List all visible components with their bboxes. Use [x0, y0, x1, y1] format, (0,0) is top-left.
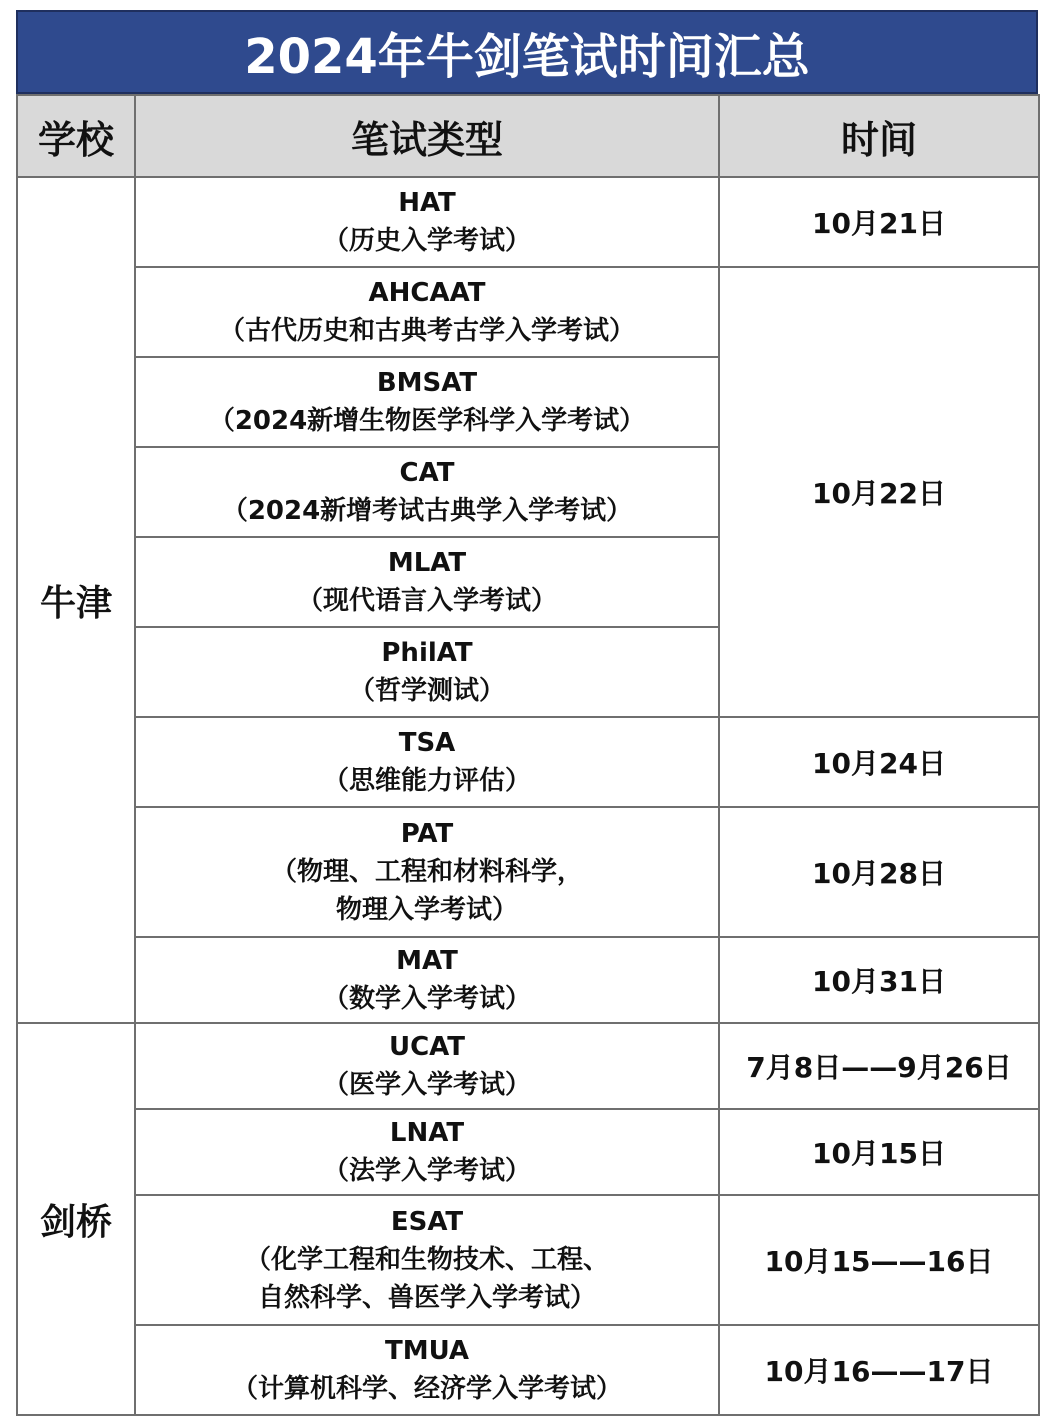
exam-code: HAT — [398, 188, 456, 218]
exam-desc: （2024新增考试古典学入学考试） — [221, 496, 633, 526]
exam-date: 10月22日 — [719, 267, 1039, 717]
exam-desc-line2: 物理入学考试） — [335, 895, 518, 925]
exam-cell — [135, 717, 719, 807]
exam-cell — [135, 447, 719, 537]
exam-code: LNAT — [389, 1118, 465, 1148]
header-school: 学校 — [17, 95, 135, 177]
table-row — [17, 177, 1039, 267]
exam-cell — [135, 627, 719, 717]
table-row — [17, 1023, 1039, 1109]
exam-cell — [135, 537, 719, 627]
exam-cell — [135, 1109, 719, 1195]
exam-code: TMUA — [384, 1336, 470, 1366]
school-oxford: 牛津 — [17, 177, 135, 1023]
exam-cell — [135, 1325, 719, 1415]
exam-cell — [135, 807, 719, 937]
exam-code: TSA — [398, 728, 456, 758]
exam-cell — [135, 357, 719, 447]
exam-code: BMSAT — [376, 368, 478, 398]
exam-desc: （现代语言入学考试） — [296, 586, 557, 616]
exam-desc: （思维能力评估） — [322, 766, 531, 796]
table-row — [17, 1195, 1039, 1325]
table-row — [17, 937, 1039, 1023]
exam-date: 10月16——17日 — [719, 1325, 1039, 1415]
header-exam-type: 笔试类型 — [135, 95, 719, 177]
exam-code: CAT — [399, 458, 455, 488]
exam-date: 7月8日——9月26日 — [719, 1023, 1039, 1109]
exam-desc: （历史入学考试） — [322, 226, 531, 256]
table-row — [17, 1325, 1039, 1415]
table-row — [17, 1109, 1039, 1195]
exam-table — [16, 94, 1040, 1416]
exam-desc: （数学入学考试） — [322, 984, 531, 1014]
page-title: 2024年牛剑笔试时间汇总 — [16, 10, 1038, 94]
exam-cell — [135, 177, 719, 267]
exam-cell — [135, 937, 719, 1023]
table-header-row — [17, 95, 1039, 177]
table-row — [17, 807, 1039, 937]
exam-code: MLAT — [387, 548, 467, 578]
school-cambridge: 剑桥 — [17, 1023, 135, 1415]
exam-date: 10月15日 — [719, 1109, 1039, 1195]
exam-desc-line2: 自然科学、兽医学入学考试） — [257, 1283, 596, 1313]
exam-desc: （物理、工程和材料科学， — [270, 857, 583, 887]
exam-desc: （哲学测试） — [348, 676, 505, 706]
table-row — [17, 717, 1039, 807]
table-row — [17, 267, 1039, 357]
exam-desc: （法学入学考试） — [322, 1156, 531, 1186]
header-time: 时间 — [719, 95, 1039, 177]
exam-desc: （化学工程和生物技术、工程、 — [244, 1245, 609, 1275]
exam-code: PAT — [400, 819, 454, 849]
exam-date: 10月21日 — [719, 177, 1039, 267]
exam-code: PhilAT — [381, 638, 473, 668]
exam-cell — [135, 1195, 719, 1325]
exam-date: 10月15——16日 — [719, 1195, 1039, 1325]
exam-desc: （2024新增生物医学科学入学考试） — [208, 406, 646, 436]
exam-cell — [135, 1023, 719, 1109]
exam-date: 10月31日 — [719, 937, 1039, 1023]
exam-desc: （古代历史和古典考古学入学考试） — [218, 316, 635, 346]
exam-desc: （医学入学考试） — [322, 1070, 531, 1100]
exam-cell — [135, 267, 719, 357]
exam-code: ESAT — [390, 1207, 464, 1237]
exam-code: UCAT — [388, 1032, 466, 1062]
exam-code: MAT — [396, 946, 458, 976]
exam-date: 10月28日 — [719, 807, 1039, 937]
exam-code: AHCAAT — [368, 278, 486, 308]
exam-date: 10月24日 — [719, 717, 1039, 807]
exam-desc: （计算机科学、经济学入学考试） — [231, 1374, 622, 1404]
